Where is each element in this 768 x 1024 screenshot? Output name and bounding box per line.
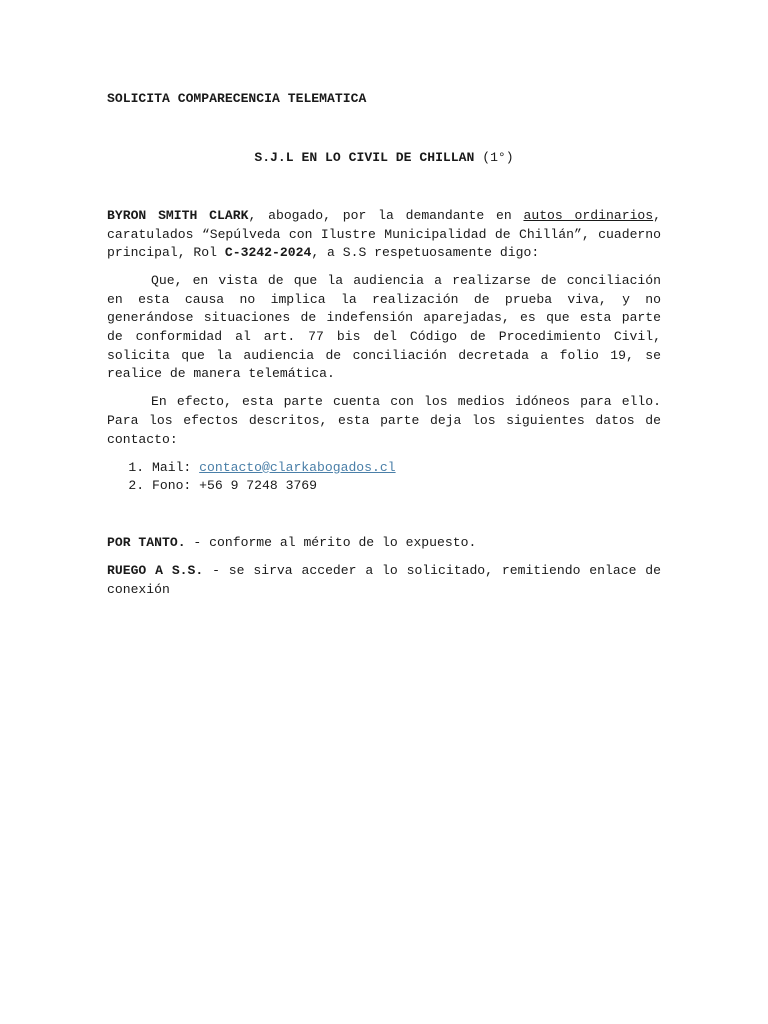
lawyer-name: BYRON SMITH CLARK	[107, 208, 249, 223]
document-body	[107, 207, 661, 600]
autos-ordinarios-text: autos ordinarios	[523, 208, 654, 223]
ruego-paragraph	[107, 562, 661, 599]
court-name: S.J.L EN LO CIVIL DE CHILLAN	[254, 150, 475, 165]
contact-label-phone: Fono:	[152, 478, 200, 494]
contact-item-phone	[152, 477, 661, 496]
email-link[interactable]: contacto@clarkabogados.cl	[199, 459, 396, 475]
intro-paragraph	[107, 207, 661, 263]
por-tanto-text: - conforme al mérito de lo expuesto.	[185, 535, 477, 551]
ruego-text: - se sirva acceder a lo solicitado, remitiendo enlace de conexión	[107, 563, 661, 597]
intro-text-3: , a S.S respetuosamente digo:	[311, 245, 540, 261]
paragraph-conciliation: Que, en vista de que la audiencia a realizarse de conciliación en esta causa no implica la realización de prueba viva, y no generándose situaciones de indefensión aparejadas, es que esta parte de conformidad al art. 77 bis del Código de Procedimiento Civil, solicita que la audiencia de conciliación decretada a folio 19, se realice de manera telemática.	[107, 273, 661, 382]
contact-label-mail: Mail:	[152, 459, 200, 475]
phone-number: +56 9 7248 3769	[199, 478, 318, 494]
contact-list	[107, 459, 661, 496]
rol-number: C-3242-2024	[224, 245, 312, 261]
por-tanto-paragraph	[107, 534, 661, 553]
intro-text-2: , caratulados “Sepúlveda con Ilustre Municipalidad de Chillán”, cuaderno principal, Rol	[107, 208, 661, 261]
court-header	[0, 149, 768, 168]
ruego-label: RUEGO A S.S.	[107, 563, 204, 579]
court-number: (1°)	[474, 150, 514, 165]
intro-text-1: , abogado, por la demandante en	[248, 208, 524, 223]
por-tanto-label: POR TANTO.	[107, 535, 186, 551]
document-title: SOLICITA COMPARECENCIA TELEMATICA	[107, 91, 367, 106]
contact-item-mail	[152, 459, 661, 478]
paragraph-contact-means: En efecto, esta parte cuenta con los medios idóneos para ello. Para los efectos descritos, esta parte deja los siguientes datos de contacto:	[107, 394, 661, 447]
